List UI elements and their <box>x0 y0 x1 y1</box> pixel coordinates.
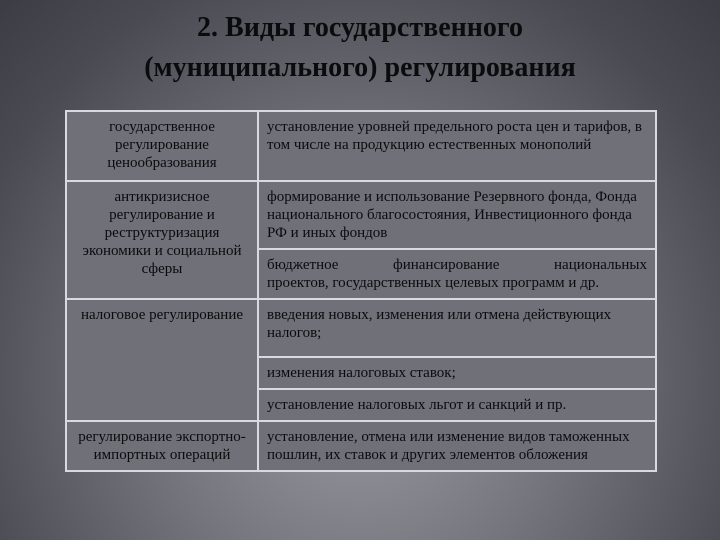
regulation-type-cell: регулирование экспортно-импортных операций <box>66 421 258 471</box>
regulation-description-cell: введения новых, изменения или отмена действующих налогов; <box>258 299 656 357</box>
regulation-type-cell: налоговое регулирование <box>66 299 258 421</box>
regulation-type-cell: государственное регулирование ценообразования <box>66 111 258 181</box>
slide-title-line-1: 2. Виды государственного <box>197 12 523 43</box>
regulation-description-cell <box>258 249 656 299</box>
table-row <box>66 299 656 357</box>
regulation-description-cell: установление уровней предельного роста цен и тарифов, в том числе на продукцию естественных монополий <box>258 111 656 181</box>
regulation-description-cell: установление налоговых льгот и санкций и пр. <box>258 389 656 421</box>
regulation-description-cell: изменения налоговых ставок; <box>258 357 656 389</box>
table-row <box>66 111 656 181</box>
description-line: бюджетное финансирование национальных <box>267 257 647 273</box>
description-line: проектов, государственных целевых программ и др. <box>267 275 600 291</box>
regulation-types-table <box>65 110 657 472</box>
regulation-description-cell: установление, отмена или изменение видов таможенных пошлин, их ставок и других элементов обложения <box>258 421 656 471</box>
slide-title <box>60 8 660 88</box>
regulation-type-cell: антикризисное регулирование и реструктуризация экономики и социальной сферы <box>66 181 258 299</box>
regulation-description-cell: формирование и использование Резервного фонда, Фонда национального благосостояния, Инвестиционного фонда РФ и иных фондов <box>258 181 656 249</box>
table-row <box>66 421 656 471</box>
slide-title-line-2: (муниципального) регулирования <box>144 52 576 83</box>
table-row <box>66 181 656 249</box>
